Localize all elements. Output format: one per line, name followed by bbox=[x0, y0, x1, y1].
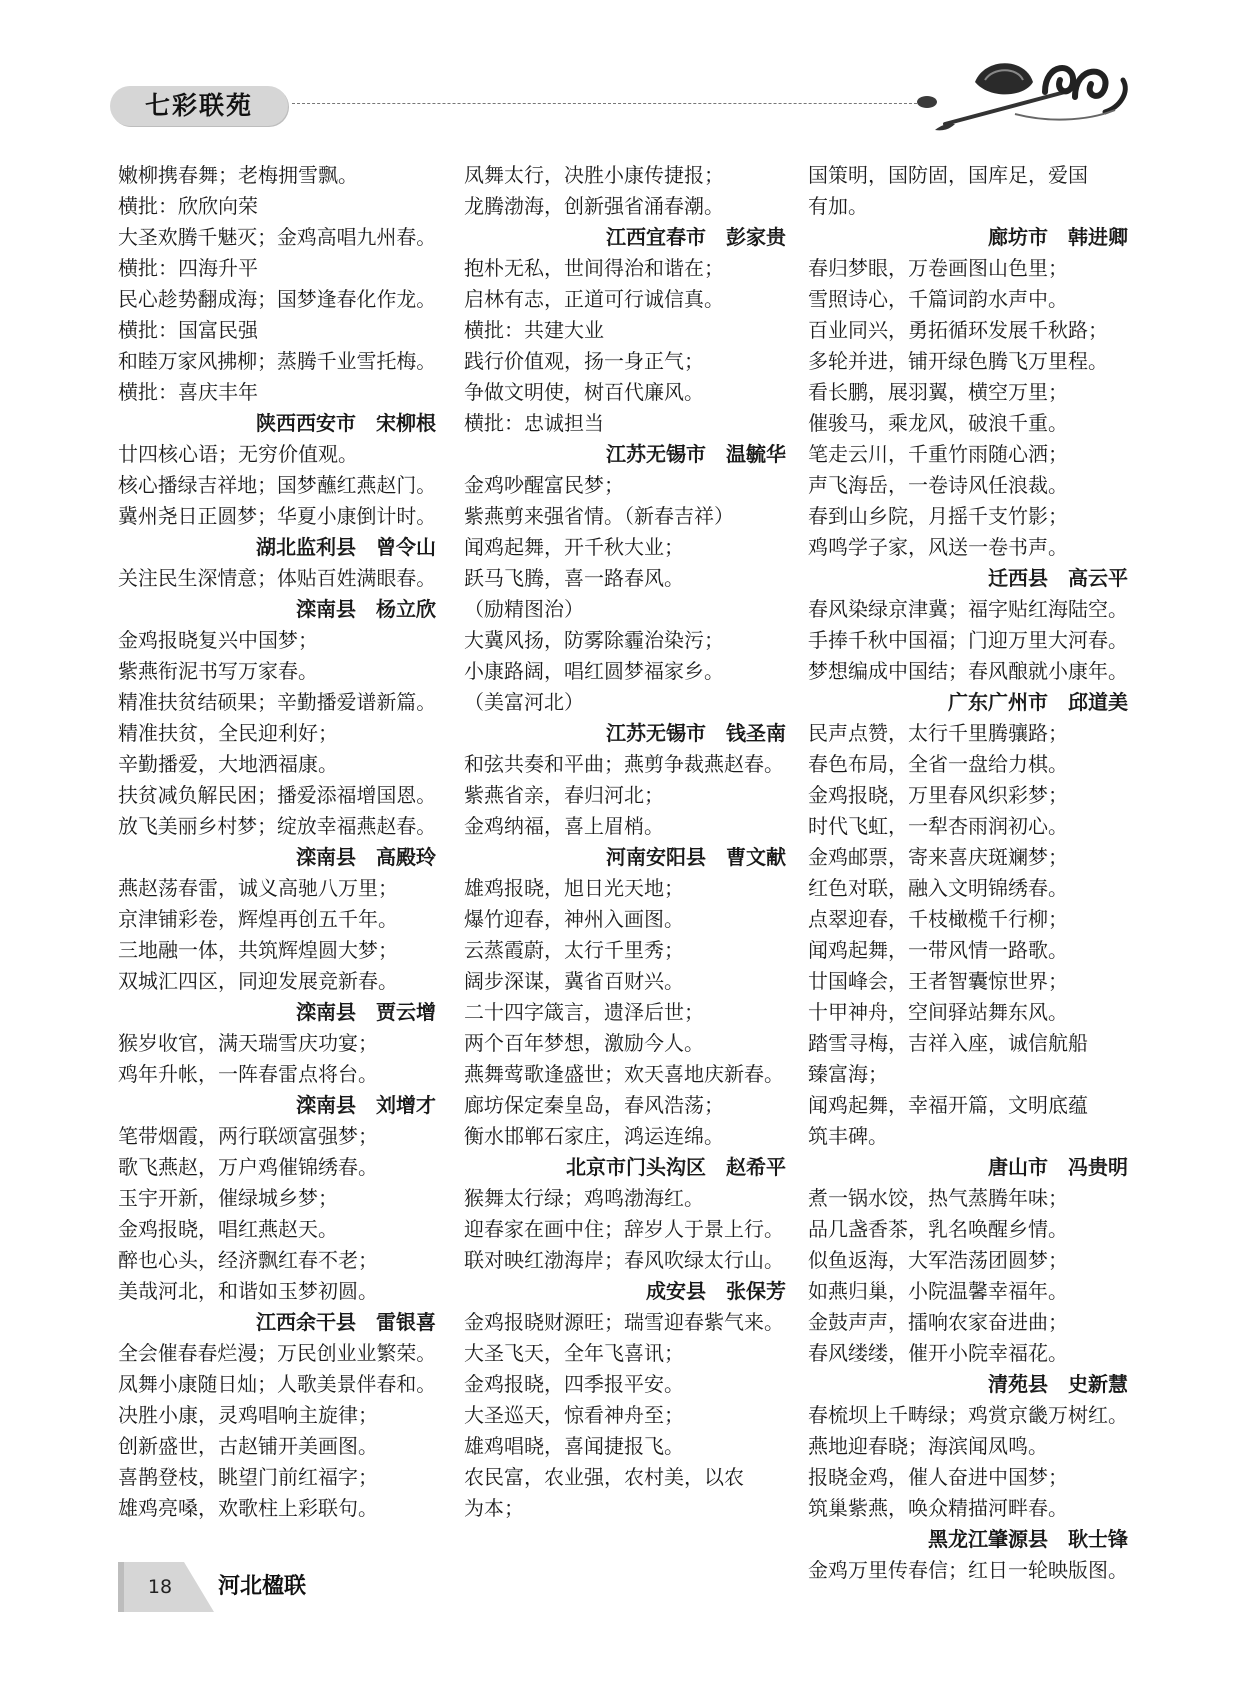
couplet-line: 紫燕省亲，春归河北； bbox=[464, 783, 664, 807]
couplet-line: 国策明，国防固，国库足，爱国 bbox=[808, 163, 1088, 187]
couplet-line: 紫燕剪来强省情。（新春吉祥） bbox=[464, 504, 734, 528]
couplet-line: 阔步深谋，冀省百财兴。 bbox=[464, 969, 684, 993]
couplet-line: 民声点赞，太行千里腾骧路； bbox=[808, 721, 1068, 745]
couplet-line: （励精图治） bbox=[464, 597, 584, 621]
couplet-line: 金鸡万里传春信；红日一轮映版图。 bbox=[808, 1558, 1128, 1582]
couplet-line: 廿四核心语；无穷价值观。 bbox=[118, 442, 358, 466]
couplet-line: 决胜小康，灵鸡唱响主旋律； bbox=[118, 1403, 378, 1427]
couplet-line: 点翠迎春，千枝橄榄千行柳； bbox=[808, 907, 1068, 931]
couplet-line: 全会催春春烂漫；万民创业业繁荣。 bbox=[118, 1341, 437, 1365]
couplet-line: 闻鸡起舞，幸福开篇，文明底蕴 bbox=[808, 1093, 1088, 1117]
author-attribution: 陕西西安市 宋柳根 bbox=[256, 411, 436, 435]
header-divider bbox=[292, 103, 922, 104]
couplet-line: 手捧千秋中国福；门迎万里大河春。 bbox=[808, 628, 1128, 652]
couplet-line: 廿国峰会，王者智囊惊世界； bbox=[808, 969, 1068, 993]
couplet-line: 凤舞太行，决胜小康传捷报； bbox=[464, 163, 724, 187]
couplet-line: 梦想编成中国结；春风酿就小康年。 bbox=[808, 659, 1128, 683]
couplet-line: 金鸡报晓，唱红燕赵天。 bbox=[118, 1217, 338, 1241]
couplet-line: 大圣巡天，惊看神舟至； bbox=[464, 1403, 684, 1427]
couplet-line: 爆竹迎春，神州入画图。 bbox=[464, 907, 684, 931]
couplet-line: 声飞海岳，一卷诗风任浪裁。 bbox=[808, 473, 1068, 497]
author-attribution: 广东广州市 邱道美 bbox=[948, 690, 1128, 714]
couplet-line: 多轮并进，铺开绿色腾飞万里程。 bbox=[808, 349, 1108, 373]
couplet-line: 金鸡报晓复兴中国梦； bbox=[118, 628, 318, 652]
author-attribution: 廊坊市 韩进卿 bbox=[988, 225, 1128, 249]
author-attribution: 江苏无锡市 钱圣南 bbox=[606, 721, 786, 745]
couplet-line: 燕舞莺歌逢盛世；欢天喜地庆新春。 bbox=[464, 1062, 784, 1086]
couplet-line: 有加。 bbox=[808, 194, 868, 218]
author-attribution: 湖北监利县 曾令山 bbox=[256, 535, 436, 559]
author-attribution: 清苑县 史新慧 bbox=[988, 1372, 1128, 1396]
author-attribution: 滦南县 贾云增 bbox=[296, 1000, 436, 1024]
couplet-line: 小康路阔，唱红圆梦福家乡。 bbox=[464, 659, 724, 683]
couplet-line: 猴岁收官，满天瑞雪庆功宴； bbox=[118, 1031, 378, 1055]
couplet-line: 辛勤播爱，大地洒福康。 bbox=[118, 752, 338, 776]
couplet-line: 闻鸡起舞，开千秋大业； bbox=[464, 535, 684, 559]
couplet-line: 春色布局，全省一盘给力棋。 bbox=[808, 752, 1068, 776]
couplet-line: 红色对联，融入文明锦绣春。 bbox=[808, 876, 1068, 900]
couplet-line: 农民富，农业强，农村美，以农 bbox=[464, 1465, 744, 1489]
couplet-line: 笔带烟霞，两行联颂富强梦； bbox=[118, 1124, 378, 1148]
couplet-line: 十甲神舟，空间驿站舞东风。 bbox=[808, 1000, 1068, 1024]
couplet-line: 启林有志，正道可行诚信真。 bbox=[464, 287, 724, 311]
couplet-line: 如燕归巢，小院温馨幸福年。 bbox=[808, 1279, 1068, 1303]
couplet-line: 美哉河北，和谐如玉梦初圆。 bbox=[118, 1279, 378, 1303]
inkstone-brush-ornament-icon bbox=[915, 52, 1135, 142]
couplet-line: 廊坊保定秦皇岛，春风浩荡； bbox=[464, 1093, 724, 1117]
author-attribution: 江苏无锡市 温毓华 bbox=[606, 442, 786, 466]
author-attribution: 江西宜春市 彭家贵 bbox=[606, 225, 786, 249]
couplet-line: 金鸡报晓，万里春风织彩梦； bbox=[808, 783, 1068, 807]
couplet-line: 放飞美丽乡村梦；绽放幸福燕赵春。 bbox=[118, 814, 437, 838]
couplet-line: 报晓金鸡，催人奋进中国梦； bbox=[808, 1465, 1068, 1489]
couplet-line: 时代飞虹，一犁杏雨润初心。 bbox=[808, 814, 1068, 838]
couplet-line: 鸡年升帐，一阵春雷点将台。 bbox=[118, 1062, 378, 1086]
couplet-line: 金鸡纳福，喜上眉梢。 bbox=[464, 814, 664, 838]
couplet-line: 二十四字箴言，遗泽后世； bbox=[464, 1000, 704, 1024]
author-attribution: 滦南县 杨立欣 bbox=[296, 597, 436, 621]
couplet-line: 春到山乡院，月摇千支竹影； bbox=[808, 504, 1068, 528]
couplet-line: 和睦万家风拂柳；蒸腾千业雪托梅。 bbox=[118, 349, 437, 373]
couplet-line: 煮一锅水饺，热气蒸腾年味； bbox=[808, 1186, 1068, 1210]
couplet-line: 冀州尧日正圆梦；华夏小康倒计时。 bbox=[118, 504, 437, 528]
couplet-line: 为本； bbox=[464, 1496, 524, 1520]
author-attribution: 滦南县 刘增才 bbox=[296, 1093, 436, 1117]
author-attribution: 江西余干县 雷银喜 bbox=[256, 1310, 436, 1334]
couplet-line: 横批：欣欣向荣 bbox=[118, 194, 258, 218]
couplet-line: 双城汇四区，同迎发展竞新春。 bbox=[118, 969, 398, 993]
couplet-line: （美富河北） bbox=[464, 690, 584, 714]
author-attribution: 迁西县 高云平 bbox=[988, 566, 1128, 590]
couplet-line: 金鸡邮票，寄来喜庆斑斓梦； bbox=[808, 845, 1068, 869]
couplet-line: 大圣飞天，全年飞喜讯； bbox=[464, 1341, 684, 1365]
couplet-line: 雪照诗心，千篇词韵水声中。 bbox=[808, 287, 1068, 311]
author-attribution: 黑龙江肇源县 耿士锋 bbox=[928, 1527, 1128, 1551]
couplet-line: 衡水邯郸石家庄，鸿运连绵。 bbox=[464, 1124, 724, 1148]
couplet-line: 金鸡报晓财源旺；瑞雪迎春紫气来。 bbox=[464, 1310, 784, 1334]
couplet-line: 两个百年梦想，激励今人。 bbox=[464, 1031, 704, 1055]
couplet-line: 迎春家在画中住；辞岁人于景上行。 bbox=[464, 1217, 784, 1241]
couplet-line: 臻富海； bbox=[808, 1062, 888, 1086]
couplet-line: 百业同兴，勇拓循环发展千秋路； bbox=[808, 318, 1108, 342]
couplet-line: 三地融一体，共筑辉煌圆大梦； bbox=[118, 938, 398, 962]
couplet-line: 民心趁势翻成海；国梦逢春化作龙。 bbox=[118, 287, 437, 311]
couplet-line: 歌飞燕赵，万户鸡催锦绣春。 bbox=[118, 1155, 378, 1179]
couplet-line: 燕地迎春晓；海滨闻凤鸣。 bbox=[808, 1434, 1048, 1458]
couplet-line: 凤舞小康随日灿；人歌美景伴春和。 bbox=[118, 1372, 437, 1396]
couplet-line: 大圣欢腾千魅灭；金鸡高唱九州春。 bbox=[118, 225, 437, 249]
couplet-line: 金鼓声声，擂响农家奋进曲； bbox=[808, 1310, 1068, 1334]
couplet-line: 精准扶贫结硕果；辛勤播爱谱新篇。 bbox=[118, 690, 437, 714]
couplet-line: 横批：四海升平 bbox=[118, 256, 258, 280]
couplet-line: 横批：共建大业 bbox=[464, 318, 604, 342]
text-column-3 bbox=[808, 160, 1128, 1582]
couplet-line: 踏雪寻梅，吉祥入座，诚信航船 bbox=[808, 1031, 1088, 1055]
couplet-line: 催骏马，乘龙风，破浪千重。 bbox=[808, 411, 1068, 435]
author-attribution: 河南安阳县 曹文献 bbox=[606, 845, 786, 869]
couplet-line: 鸡鸣学子家，风送一卷书声。 bbox=[808, 535, 1068, 559]
couplet-line: 筑丰碑。 bbox=[808, 1124, 888, 1148]
couplet-line: 紫燕衔泥书写万家春。 bbox=[118, 659, 318, 683]
couplet-line: 燕赵荡春雷，诚义高驰八万里； bbox=[118, 876, 398, 900]
couplet-line: 抱朴无私，世间得治和谐在； bbox=[464, 256, 724, 280]
couplet-line: 金鸡报晓，四季报平安。 bbox=[464, 1372, 684, 1396]
author-attribution: 北京市门头沟区 赵希平 bbox=[566, 1155, 786, 1179]
couplet-line: 似鱼返海，大军浩荡团圆梦； bbox=[808, 1248, 1068, 1272]
couplet-line: 春风缕缕，催开小院幸福花。 bbox=[808, 1341, 1068, 1365]
couplet-line: 和弦共奏和平曲；燕剪争裁燕赵春。 bbox=[464, 752, 784, 776]
couplet-line: 横批：喜庆丰年 bbox=[118, 380, 258, 404]
couplet-line: 创新盛世，古赵铺开美画图。 bbox=[118, 1434, 378, 1458]
couplet-line: 闻鸡起舞，一带风情一路歌。 bbox=[808, 938, 1068, 962]
couplet-line: 玉宇开新，催绿城乡梦； bbox=[118, 1186, 338, 1210]
couplet-line: 关注民生深情意；体贴百姓满眼春。 bbox=[118, 566, 437, 590]
couplet-line: 品几盏香茶，乳名唤醒乡情。 bbox=[808, 1217, 1068, 1241]
couplet-line: 大冀风扬，防雾除霾治染污； bbox=[464, 628, 724, 652]
couplet-line: 雄鸡唱晓，喜闻捷报飞。 bbox=[464, 1434, 684, 1458]
page-number: 18 bbox=[147, 1576, 173, 1598]
couplet-line: 笔走云川，千重竹雨随心洒； bbox=[808, 442, 1068, 466]
couplet-line: 金鸡吵醒富民梦； bbox=[464, 473, 624, 497]
couplet-line: 猴舞太行绿；鸡鸣渤海红。 bbox=[464, 1186, 704, 1210]
couplet-line: 龙腾渤海，创新强省涌春潮。 bbox=[464, 194, 724, 218]
couplet-line: 嫩柳携春舞；老梅拥雪飘。 bbox=[118, 163, 358, 187]
couplet-line: 看长鹏，展羽翼，横空万里； bbox=[808, 380, 1068, 404]
author-attribution: 唐山市 冯贵明 bbox=[988, 1155, 1128, 1179]
couplet-line: 雄鸡报晓，旭日光天地； bbox=[464, 876, 684, 900]
author-attribution: 滦南县 高殿玲 bbox=[296, 845, 436, 869]
couplet-line: 核心播绿吉祥地；国梦蘸红燕赵门。 bbox=[118, 473, 437, 497]
magazine-name: 河北楹联 bbox=[218, 1574, 307, 1599]
couplet-line: 京津铺彩卷，辉煌再创五千年。 bbox=[118, 907, 398, 931]
couplet-line: 精准扶贫，全民迎利好； bbox=[118, 721, 338, 745]
couplet-line: 雄鸡亮嗓，欢歌柱上彩联句。 bbox=[118, 1496, 378, 1520]
couplet-line: 醉也心头，经济飘红春不老； bbox=[118, 1248, 378, 1272]
couplet-line: 争做文明使，树百代廉风。 bbox=[464, 380, 704, 404]
couplet-line: 喜鹊登枝，眺望门前红福字； bbox=[118, 1465, 378, 1489]
author-attribution: 成安县 张保芳 bbox=[646, 1279, 786, 1303]
couplet-line: 扶贫减负解民困；播爱添福增国恩。 bbox=[118, 783, 437, 807]
couplet-line: 筑巢紫燕，唤众精描河畔春。 bbox=[808, 1496, 1068, 1520]
couplet-line: 联对映红渤海岸；春风吹绿太行山。 bbox=[464, 1248, 784, 1272]
text-column-1 bbox=[118, 160, 436, 1520]
couplet-line: 云蒸霞蔚，太行千里秀； bbox=[464, 938, 684, 962]
couplet-line: 践行价值观，扬一身正气； bbox=[464, 349, 704, 373]
couplet-line: 跃马飞腾，喜一路春风。 bbox=[464, 566, 684, 590]
couplet-line: 横批：国富民强 bbox=[118, 318, 258, 342]
couplet-line: 春风染绿京津冀；福字贴红海陆空。 bbox=[808, 597, 1128, 621]
couplet-line: 春归梦眼，万卷画图山色里； bbox=[808, 256, 1068, 280]
text-column-2 bbox=[464, 160, 786, 1520]
couplet-line: 横批：忠诚担当 bbox=[464, 411, 604, 435]
section-title: 七彩联苑 bbox=[144, 91, 253, 120]
couplet-line: 春梳坝上千畴绿；鸡赏京畿万树红。 bbox=[808, 1403, 1128, 1427]
